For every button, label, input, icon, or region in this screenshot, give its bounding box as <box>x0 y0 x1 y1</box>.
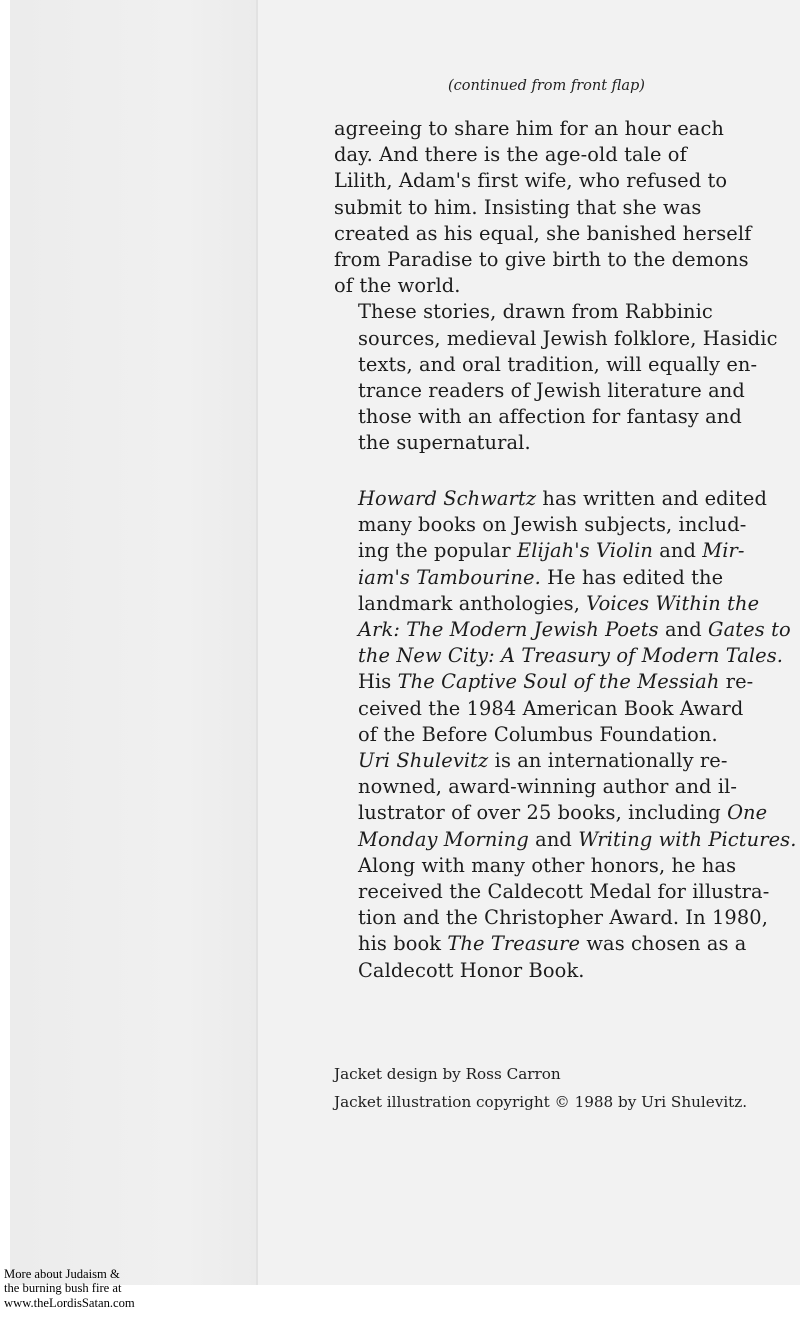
book-title: Elijah's Violin <box>516 539 653 563</box>
watermark-url: www.theLordisSatan.com <box>4 1295 135 1310</box>
jacket-credits <box>334 1060 764 1116</box>
fold-crease <box>256 0 258 1285</box>
text-line: trance readers of Jewish literature and <box>358 379 745 403</box>
text-line <box>334 931 754 957</box>
text-run: ing the popular <box>358 539 517 563</box>
text-line: tion and the Christopher Award. In 1980, <box>358 906 769 930</box>
author-bios <box>334 486 797 984</box>
text-run: has written and edited <box>536 487 767 510</box>
text-line: those with an affection for fantasy and <box>358 405 742 429</box>
text-run: and <box>652 539 703 563</box>
text-line: the New City: A Treasury of Modern Tales. <box>358 644 784 668</box>
book-title: Voices Within the <box>586 591 760 615</box>
book-title: Mir- <box>702 539 745 563</box>
text-run: is an internationally re- <box>488 749 728 773</box>
text-line <box>334 669 754 695</box>
text-line <box>334 827 797 853</box>
bio-howard-schwartz <box>334 486 791 748</box>
book-title: The Treasure <box>447 932 581 956</box>
author-name: Uri Shulevitz <box>358 749 489 773</box>
text-run: was chosen as a <box>580 932 747 956</box>
watermark-line: the burning bush fire at <box>4 1281 122 1296</box>
text-run: He has edited the <box>540 565 724 589</box>
text-line: created as his equal, she banished herself <box>334 221 752 245</box>
text-line: sources, medieval Jewish folklore, Hasidic <box>358 326 778 350</box>
text-run: landmark anthologies, <box>358 591 587 615</box>
fold-panel <box>10 0 256 1285</box>
book-title: iam's Tambourine. <box>358 565 541 589</box>
design-credit: Jacket design by Ross Carron <box>334 1065 561 1083</box>
text-line: from Paradise to give birth to the demons <box>334 248 749 272</box>
text-line: ceived the 1984 American Book Award <box>358 696 744 720</box>
text-line: texts, and oral tradition, will equally en- <box>358 352 758 376</box>
bio-uri-shulevitz <box>334 748 797 984</box>
text-run: His <box>358 670 398 694</box>
flap-paragraph-1 <box>334 116 778 457</box>
text-run: his book <box>358 932 448 956</box>
continued-note: (continued from front flap) <box>448 78 645 94</box>
book-title: Writing with Pictures. <box>578 827 797 851</box>
watermark-note <box>4 1267 204 1310</box>
book-title: Monday Morning <box>358 827 529 851</box>
paragraph-lilith <box>334 116 754 299</box>
text-run: and <box>658 618 709 642</box>
text-line <box>334 486 767 512</box>
book-title: Gates to <box>708 618 791 642</box>
book-title: The Captive Soul of the Messiah <box>397 670 720 694</box>
text-line: Lilith, Adam's first wife, who refused to <box>334 169 728 193</box>
text-line: Along with many other honors, he has <box>358 853 737 877</box>
book-title: One <box>727 801 768 825</box>
illustration-credit: Jacket illustration copyright © 1988 by Uri Shulevitz. <box>334 1093 748 1111</box>
text-line: nowned, award-winning author and il- <box>358 775 738 799</box>
text-run: and <box>528 827 579 851</box>
text-line: many books on Jewish subjects, includ- <box>358 513 747 537</box>
text-run: lustrator of over 25 books, including <box>358 801 728 825</box>
text-line: Caldecott Honor Book. <box>358 958 585 982</box>
text-line: submit to him. Insisting that she was <box>334 195 702 219</box>
text-line <box>334 538 754 564</box>
text-line: of the Before Columbus Foundation. <box>358 722 718 746</box>
paragraph-sources <box>334 299 778 456</box>
author-name: Howard Schwartz <box>358 487 537 510</box>
watermark-line: More about Judaism & <box>4 1267 120 1281</box>
text-run: re- <box>719 670 754 694</box>
text-line: These stories, drawn from Rabbinic <box>358 300 713 324</box>
text-line: the supernatural. <box>358 431 531 455</box>
text-line: day. And there is the age-old tale of <box>334 143 687 167</box>
book-title: Ark: The Modern Jewish Poets <box>358 618 659 642</box>
text-line: received the Caldecott Medal for illustra- <box>358 880 770 904</box>
text-line: agreeing to share him for an hour each <box>334 117 725 140</box>
text-line: of the world. <box>334 274 461 298</box>
text-line <box>334 565 754 591</box>
text-line <box>334 800 768 826</box>
text-line <box>334 748 754 774</box>
text-line <box>334 591 760 617</box>
text-line <box>334 617 791 643</box>
